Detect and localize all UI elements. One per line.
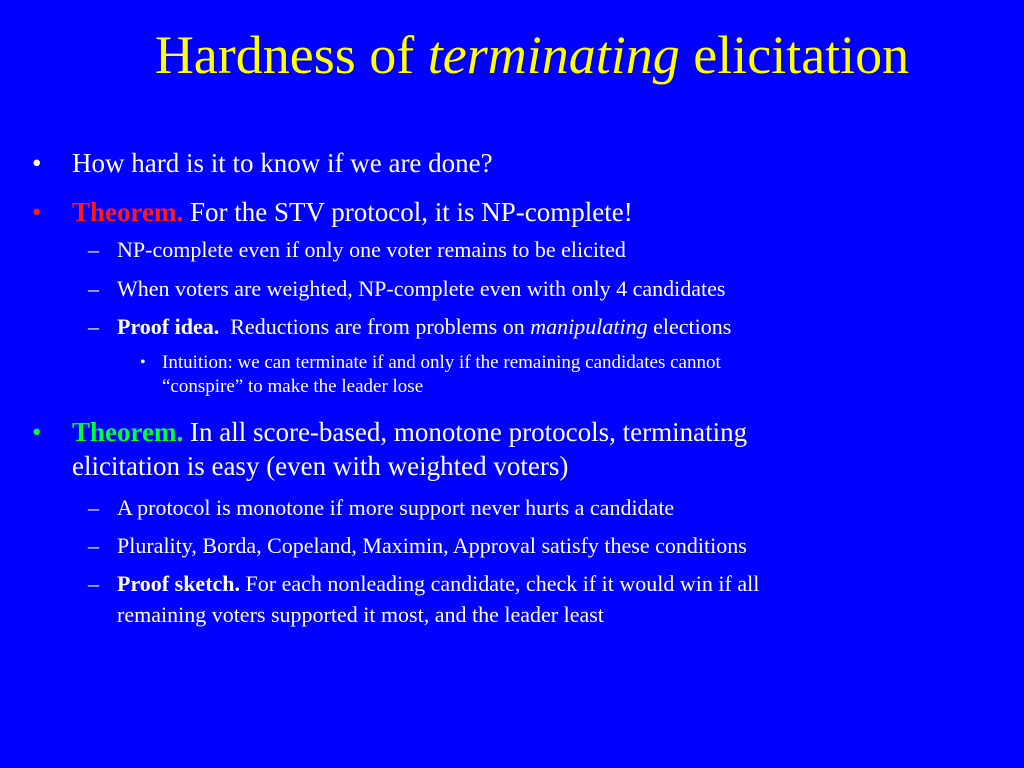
dash-marker: – [88,237,99,262]
bullet-text: How hard is it to know if we are done? [72,148,493,178]
dash-marker: – [88,571,99,596]
sub-bullet-italic: manipulating [530,314,648,339]
theorem-label: Theorem. [72,197,184,227]
sub-bullet-item [117,313,731,341]
bullet-text: In all score-based, monotone protocols, terminating [189,417,748,447]
sub-bullet-item [117,494,674,522]
dash-marker: – [88,314,99,339]
sub-bullet-item [117,532,747,560]
sub-bullet-text: Plurality, Borda, Copeland, Maximin, Approval satisfy these conditions [117,533,747,558]
bullet-item [72,146,493,180]
dash-marker: – [88,276,99,301]
proof-sketch-label: Proof sketch. [117,571,241,596]
title-italic-word: terminating [427,25,680,85]
sub-bullet-item [117,275,725,303]
third-level-text-line: “conspire” to make the leader lose [162,376,424,397]
title-prefix: Hardness of [154,25,415,85]
sub-bullet-text: Reductions are from problems on [230,314,525,339]
bullet-marker: • [32,148,42,178]
sub-bullet-text: elections [653,314,732,339]
sub-bullet-text-line [117,570,759,598]
sub-bullet-item [117,570,759,629]
theorem-label: Theorem. [72,417,184,447]
bullet-item [72,415,747,483]
third-level-item [162,351,721,399]
small-bullet-marker: • [140,354,146,371]
bullet-text-line: elicitation is easy (even with weighted voters) [72,451,569,481]
third-level-text-line: Intuition: we can terminate if and only if the remaining candidates cannot [162,352,721,373]
sub-bullet-text: NP-complete even if only one voter remains to be elicited [117,237,626,262]
bullet-item [72,195,633,229]
proof-idea-label: Proof idea. [117,314,220,339]
bullet-marker: • [32,197,42,227]
sub-bullet-text: When voters are weighted, NP-complete even with only 4 candidates [117,276,726,301]
sub-bullet-text-line: remaining voters supported it most, and the leader least [117,602,604,627]
slide-title [0,22,1024,88]
bullet-text: For the STV protocol, it is NP-complete! [189,197,633,227]
bullet-marker: • [32,417,42,447]
sub-bullet-item [117,236,626,264]
dash-marker: – [88,495,99,520]
dash-marker: – [88,533,99,558]
sub-bullet-text: A protocol is monotone if more support never hurts a candidate [117,495,675,520]
bullet-text-line [72,415,747,449]
title-suffix: elicitation [693,25,910,85]
sub-bullet-text: For each nonleading candidate, check if it would win if all [245,571,760,596]
